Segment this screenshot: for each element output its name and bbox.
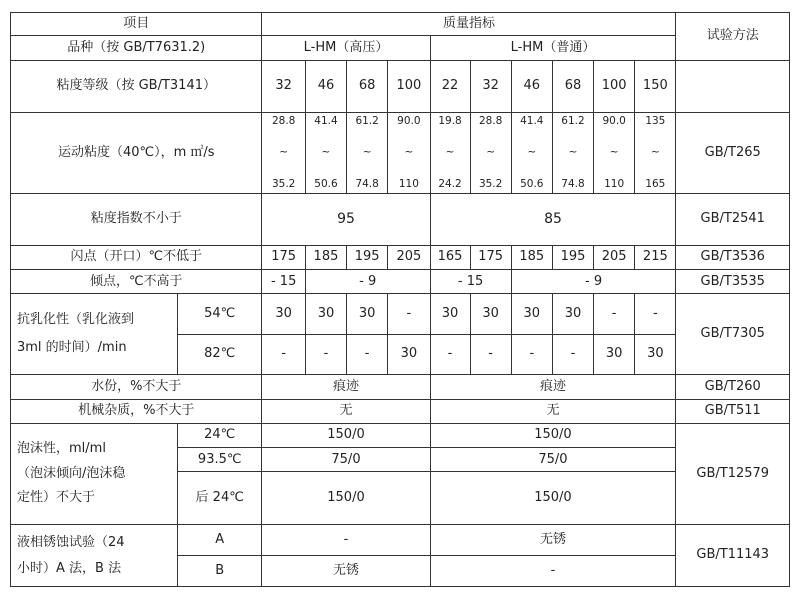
rust-method: GB/T11143 [676,525,790,587]
pour-label: 倾点，℃不高于 [11,270,262,294]
rust-method-a: A [177,525,262,556]
kv-cell [347,113,388,194]
rust-normal: - [430,556,676,587]
pour-row [11,270,790,294]
demuls-value: 30 [305,294,346,334]
kv-min: 19.8 [438,115,462,128]
foam-label-line2: （泡沫倾向/泡沫稳 [17,465,126,481]
grade-value: 68 [552,60,593,113]
header-row [11,13,790,36]
demuls-value: - [552,334,593,374]
demuls-value: 30 [347,294,388,334]
kv-tilde: ~ [568,146,578,159]
demuls-value: 30 [262,294,305,334]
flash-value: 165 [430,245,470,269]
kv-min: 41.4 [520,115,544,128]
header-item: 项目 [11,13,262,36]
grade-row [11,60,790,113]
grade-value: 100 [388,60,430,113]
variety-label: 品种（按 GB/T7631.2) [11,36,262,60]
grade-value: 150 [635,60,676,113]
demuls-value: 30 [511,294,552,334]
kv-tilde: ~ [279,146,289,159]
kv-max: 165 [645,177,666,190]
rust-row-a [11,525,790,556]
pour-method: GB/T3535 [676,270,790,294]
demuls-value: - [470,334,511,374]
kv-max: 24.2 [438,177,462,190]
demuls-value: - [511,334,552,374]
foam-temp: 93.5℃ [177,448,262,472]
demuls-value: 30 [594,334,635,374]
foam-method: GB/T12579 [676,423,790,524]
flash-value: 185 [305,245,346,269]
kv-tilde: ~ [527,146,537,159]
impurity-high: 无 [262,399,430,423]
variety-normal: L-HM（普通） [430,36,676,60]
water-high: 痕迹 [262,375,430,399]
kv-tilde: ~ [609,146,619,159]
foam-high: 150/0 [262,423,430,447]
spec-table [10,12,790,587]
flash-label: 闪点（开口）℃不低于 [11,245,262,269]
demuls-row-54 [11,294,790,334]
kv-max: 50.6 [314,177,338,190]
foam-temp: 24℃ [177,423,262,447]
demuls-temp: 82℃ [177,334,262,374]
kv-tilde: ~ [321,146,331,159]
grade-value: 100 [594,60,635,113]
demuls-label-line2: 3ml 的时间）/min [17,340,127,356]
flash-value: 195 [552,245,593,269]
grade-method-empty [676,60,790,113]
rust-label [11,525,178,587]
vi-method: GB/T2541 [676,194,790,246]
kv-max: 35.2 [271,177,296,190]
pour-value: - 9 [511,270,676,294]
demuls-value: - [388,294,430,334]
water-method: GB/T260 [676,375,790,399]
pour-value: - 15 [430,270,511,294]
kv-tilde: ~ [650,146,660,159]
kv-max: 74.8 [355,177,379,190]
impurity-method: GB/T511 [676,399,790,423]
water-normal: 痕迹 [430,375,676,399]
demuls-value: - [594,294,635,334]
impurity-label: 机械杂质，%不大于 [11,399,262,423]
demuls-value: - [305,334,346,374]
kv-min: 28.8 [271,115,296,128]
water-label: 水份，%不大于 [11,375,262,399]
kv-min: 135 [645,115,666,128]
demuls-value: - [262,334,305,374]
foam-label-line1: 泡沫性，ml/ml [17,440,106,456]
variety-high: L-HM（高压） [262,36,430,60]
kv-tilde: ~ [445,146,455,159]
foam-high: 75/0 [262,448,430,472]
kv-max: 110 [604,177,625,190]
kv-cell [262,113,305,194]
kv-cell [552,113,593,194]
rust-label-line1: 液相锈蚀试验（24 [17,534,125,550]
kv-cell [305,113,346,194]
grade-value: 32 [262,60,305,113]
kv-min: 28.8 [478,115,503,128]
flash-row [11,245,790,269]
water-row [11,375,790,399]
kv-cell [594,113,635,194]
kv-cell [430,113,470,194]
variety-row [11,36,790,60]
foam-normal: 150/0 [430,472,676,525]
demuls-value: 30 [635,334,676,374]
kv-cell [388,113,430,194]
pour-value: - 9 [305,270,430,294]
foam-high: 150/0 [262,472,430,525]
demuls-value: 30 [430,294,470,334]
flash-value: 215 [635,245,676,269]
flash-value: 185 [511,245,552,269]
pour-value: - 15 [262,270,305,294]
kv-tilde: ~ [404,146,414,159]
flash-value: 205 [594,245,635,269]
demuls-value: 30 [552,294,593,334]
impurity-normal: 无 [430,399,676,423]
kv-max: 35.2 [478,177,503,190]
foam-normal: 75/0 [430,448,676,472]
demuls-value: - [635,294,676,334]
kv-max: 110 [398,177,419,190]
demuls-value: - [430,334,470,374]
impurity-row [11,399,790,423]
kv-tilde: ~ [362,146,372,159]
kv-min: 90.0 [602,115,626,128]
foam-temp: 后 24℃ [177,472,262,525]
header-quality: 质量指标 [262,13,676,36]
demuls-value: - [347,334,388,374]
vi-label: 粘度指数不小于 [11,194,262,246]
foam-label-line3: 定性）不大于 [17,490,96,506]
vi-high: 95 [262,194,430,246]
foam-normal: 150/0 [430,423,676,447]
flash-value: 195 [347,245,388,269]
rust-label-line2: 小时）A 法，B 法 [17,560,122,576]
demuls-temp: 54℃ [177,294,262,334]
foam-label [11,423,178,524]
kv-min: 90.0 [397,115,421,128]
grade-value: 68 [347,60,388,113]
flash-value: 175 [470,245,511,269]
demuls-value: 30 [388,334,430,374]
rust-method-b: B [177,556,262,587]
kv-cell [635,113,676,194]
kv-cell [470,113,511,194]
rust-high: 无锈 [262,556,430,587]
kv-cell [511,113,552,194]
kv-label: 运动粘度（40℃），m ㎡/s [11,113,262,194]
demuls-method: GB/T7305 [676,294,790,375]
demuls-label-line1: 抗乳化性（乳化液到 [17,311,135,327]
kv-row [11,113,790,194]
header-method: 试验方法 [676,13,790,61]
grade-value: 22 [430,60,470,113]
rust-high: - [262,525,430,556]
kv-min: 61.2 [561,115,585,128]
flash-value: 205 [388,245,430,269]
kv-min: 41.4 [314,115,338,128]
kv-method: GB/T265 [676,113,790,194]
vi-normal: 85 [430,194,676,246]
grade-value: 32 [470,60,511,113]
rust-normal: 无锈 [430,525,676,556]
demuls-label [11,294,178,375]
grade-value: 46 [511,60,552,113]
flash-value: 175 [262,245,305,269]
kv-tilde: ~ [486,146,496,159]
kv-max: 50.6 [520,177,544,190]
grade-value: 46 [305,60,346,113]
kv-min: 61.2 [355,115,379,128]
flash-method: GB/T3536 [676,245,790,269]
demuls-value: 30 [470,294,511,334]
grade-label: 粘度等级（按 GB/T3141） [11,60,262,113]
kv-max: 74.8 [561,177,585,190]
foam-row-24 [11,423,790,447]
vi-row [11,194,790,246]
